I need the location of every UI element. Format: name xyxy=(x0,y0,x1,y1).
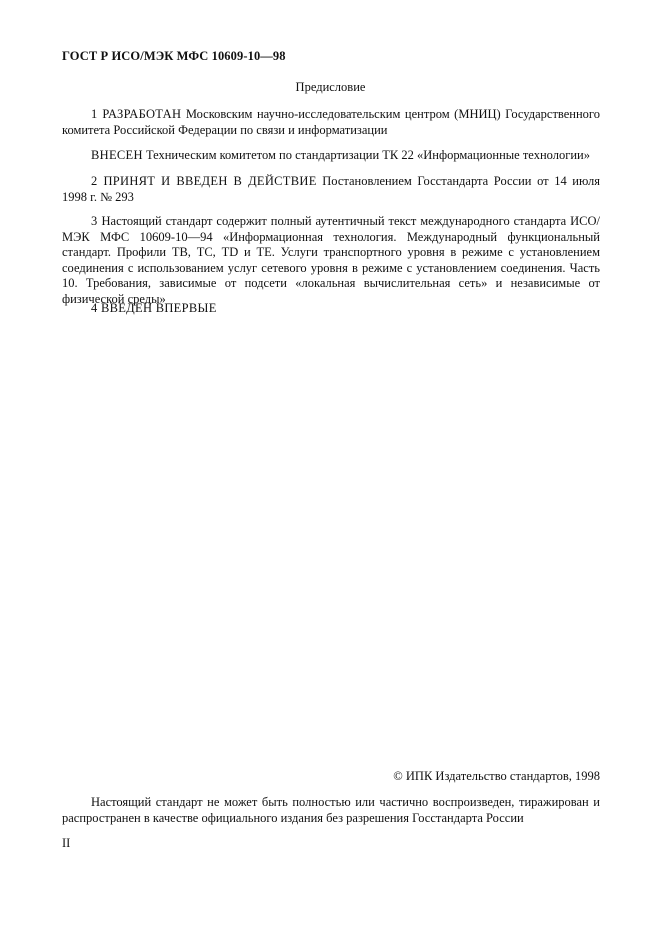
reproduction-notice: Настоящий стандарт не может быть полностью или частично воспроизведен, тиражирован и распространен в качестве официального издания без разрешения Госстандарта России xyxy=(62,795,600,825)
page-number: II xyxy=(62,836,71,850)
paragraph-introduced xyxy=(62,148,600,164)
paragraph-content xyxy=(62,214,600,307)
paragraph-lead: ВНЕСЕН xyxy=(91,148,143,162)
paragraph-adopted xyxy=(62,174,600,205)
paragraph-text: Настоящий стандарт содержит полный аутентичный текст международного стандарта ИСО/МЭК МФС 10609-10—94 «Информационная технология. Международный функциональный стандарт. Профили ТВ, ТС, TD и ТЕ. Услуги транспортного уровня в режиме с установлением соединения с использованием услуг сетевого уровня в режиме с установлением соединения. Часть 10. Требования, зависимые от подсети «локальная вычислительная сеть» и независимые от физической среды» xyxy=(62,214,600,306)
copyright-line: © ИПК Издательство стандартов, 1998 xyxy=(393,769,600,783)
document-header: ГОСТ Р ИСО/МЭК МФС 10609-10—98 xyxy=(62,49,286,63)
paragraph-text: Московским научно-исследовательским центром (МНИЦ) Государственного комитета Российской Федерации по связи и информатизации xyxy=(62,107,600,137)
paragraph-lead: 4 ВВЕДЕН ВПЕРВЫЕ xyxy=(91,301,217,315)
section-title: Предисловие xyxy=(295,80,366,94)
paragraph-text: Постановлением Госстандарта России от 14 июля 1998 г. № 293 xyxy=(62,174,601,204)
paragraph-first-introduced xyxy=(62,301,600,317)
paragraph-text: Техническим комитетом по стандартизации ТК 22 «Информационные технологии» xyxy=(142,148,590,162)
paragraph-lead: 1 РАЗРАБОТАН xyxy=(91,107,182,121)
paragraph-developed xyxy=(62,107,600,138)
paragraph-lead: 2 ПРИНЯТ И ВВЕДЕН В ДЕЙСТВИЕ xyxy=(91,174,317,188)
paragraph-lead: 3 xyxy=(91,214,98,228)
